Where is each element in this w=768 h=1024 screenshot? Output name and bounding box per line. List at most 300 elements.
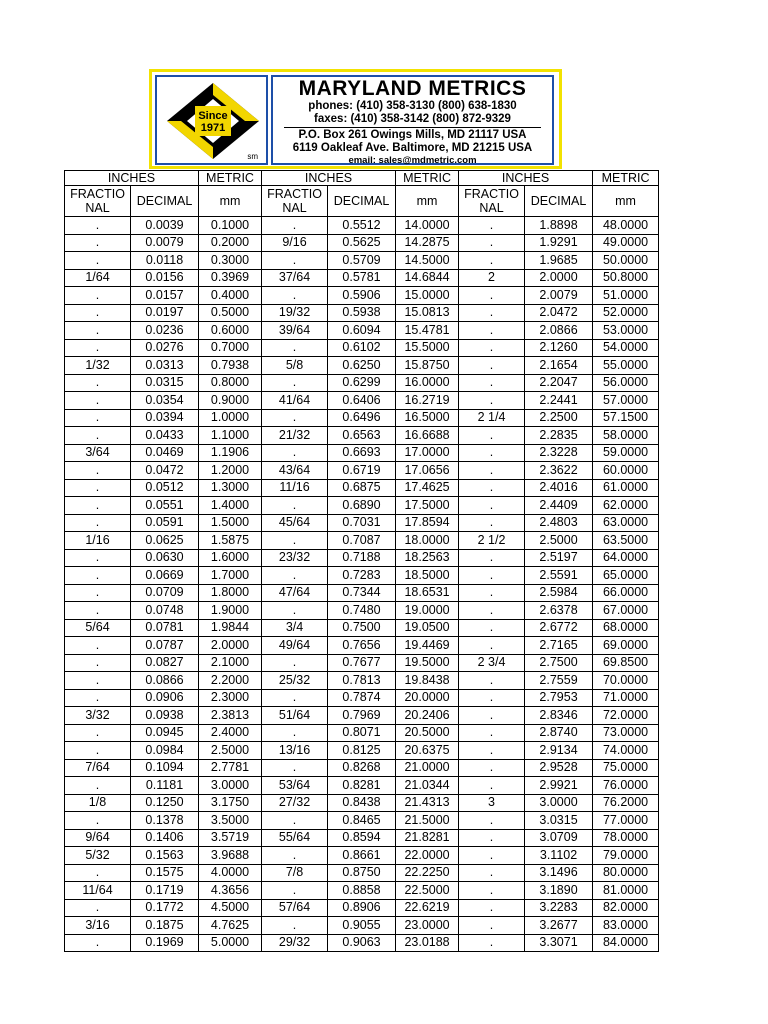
- table-row: [65, 514, 659, 532]
- table-cell: 2.2000: [199, 672, 262, 690]
- table-cell: 82.0000: [593, 899, 659, 917]
- table-row: [65, 637, 659, 655]
- table-cell: 0.6890: [328, 497, 396, 515]
- table-cell: 3/4: [262, 619, 328, 637]
- table-cell: 53.0000: [593, 322, 659, 340]
- table-cell: 3.3071: [525, 934, 593, 952]
- table-cell: 2.5984: [525, 584, 593, 602]
- table-cell: .: [65, 864, 131, 882]
- table-cell: 69.8500: [593, 654, 659, 672]
- table-cell: .: [459, 584, 525, 602]
- table-cell: 17.4625: [396, 479, 459, 497]
- table-cell: 3: [459, 794, 525, 812]
- table-cell: 14.2875: [396, 234, 459, 252]
- table-cell: .: [65, 637, 131, 655]
- table-row: [65, 707, 659, 725]
- divider: [284, 127, 541, 128]
- column-header: FRACTIO NAL: [65, 186, 131, 217]
- table-row: [65, 304, 659, 322]
- table-cell: 0.9055: [328, 917, 396, 935]
- column-header: mm: [396, 186, 459, 217]
- table-cell: .: [262, 374, 328, 392]
- table-cell: .: [459, 444, 525, 462]
- table-cell: 0.1406: [131, 829, 199, 847]
- table-cell: .: [262, 252, 328, 270]
- table-cell: 16.2719: [396, 392, 459, 410]
- table-cell: .: [65, 234, 131, 252]
- table-cell: 23/32: [262, 549, 328, 567]
- table-row: [65, 934, 659, 952]
- table-cell: 14.5000: [396, 252, 459, 270]
- table-cell: 2.5000: [199, 742, 262, 760]
- table-cell: 1.5875: [199, 532, 262, 550]
- table-cell: .: [65, 252, 131, 270]
- table-cell: 0.9000: [199, 392, 262, 410]
- table-cell: 15.4781: [396, 322, 459, 340]
- street-address: 6119 Oakleaf Ave. Baltimore, MD 21215 USA: [292, 142, 533, 154]
- table-cell: .: [262, 759, 328, 777]
- table-row: [65, 917, 659, 935]
- table-row: [65, 584, 659, 602]
- table-cell: 72.0000: [593, 707, 659, 725]
- table-cell: .: [459, 619, 525, 637]
- table-cell: 21.5000: [396, 812, 459, 830]
- table-cell: 9/16: [262, 234, 328, 252]
- group-header: INCHES: [262, 171, 396, 186]
- table-cell: 0.3000: [199, 252, 262, 270]
- table-cell: .: [459, 304, 525, 322]
- table-cell: 0.7656: [328, 637, 396, 655]
- table-cell: 78.0000: [593, 829, 659, 847]
- table-cell: 3.0000: [199, 777, 262, 795]
- table-cell: 0.0469: [131, 444, 199, 462]
- table-cell: 0.0118: [131, 252, 199, 270]
- table-cell: 15.0813: [396, 304, 459, 322]
- table-cell: 47/64: [262, 584, 328, 602]
- table-cell: 2.3622: [525, 462, 593, 480]
- table-cell: 11/64: [65, 882, 131, 900]
- table-cell: .: [65, 934, 131, 952]
- table-row: [65, 829, 659, 847]
- table-cell: 2.0000: [199, 637, 262, 655]
- table-cell: 0.4000: [199, 287, 262, 305]
- table-cell: 51.0000: [593, 287, 659, 305]
- table-cell: 2.0000: [525, 269, 593, 287]
- table-cell: 0.0313: [131, 357, 199, 375]
- table-cell: 2.4000: [199, 724, 262, 742]
- column-header: FRACTIO NAL: [262, 186, 328, 217]
- table-cell: 1.0000: [199, 409, 262, 427]
- table-cell: .: [459, 234, 525, 252]
- table-row: [65, 339, 659, 357]
- table-cell: 1.8000: [199, 584, 262, 602]
- table-cell: 0.8465: [328, 812, 396, 830]
- table-cell: .: [65, 374, 131, 392]
- table-cell: 0.0472: [131, 462, 199, 480]
- table-cell: 0.8438: [328, 794, 396, 812]
- table-cell: 0.7813: [328, 672, 396, 690]
- table-cell: 16.0000: [396, 374, 459, 392]
- table-cell: .: [459, 427, 525, 445]
- logo-since-text: Since: [198, 110, 228, 122]
- table-cell: 0.0315: [131, 374, 199, 392]
- table-cell: .: [459, 724, 525, 742]
- column-header: mm: [199, 186, 262, 217]
- table-cell: 0.0156: [131, 269, 199, 287]
- table-cell: 0.5709: [328, 252, 396, 270]
- table-cell: 1.9291: [525, 234, 593, 252]
- table-cell: 2.8346: [525, 707, 593, 725]
- table-row: [65, 532, 659, 550]
- table-row: [65, 322, 659, 340]
- table-cell: 5.0000: [199, 934, 262, 952]
- table-cell: 2.3228: [525, 444, 593, 462]
- table-cell: .: [459, 217, 525, 235]
- table-cell: .: [459, 374, 525, 392]
- table-cell: 0.1772: [131, 899, 199, 917]
- table-row: [65, 444, 659, 462]
- table-cell: 2.7781: [199, 759, 262, 777]
- group-header: METRIC: [396, 171, 459, 186]
- table-cell: 63.0000: [593, 514, 659, 532]
- table-cell: 5/8: [262, 357, 328, 375]
- table-cell: 2.0079: [525, 287, 593, 305]
- table-cell: 20.6375: [396, 742, 459, 760]
- table-row: [65, 549, 659, 567]
- table-cell: 19.8438: [396, 672, 459, 690]
- table-cell: 16.5000: [396, 409, 459, 427]
- table-row: [65, 724, 659, 742]
- table-cell: 0.0748: [131, 602, 199, 620]
- table-cell: 0.1719: [131, 882, 199, 900]
- table-cell: 0.7031: [328, 514, 396, 532]
- table-cell: 1.7000: [199, 567, 262, 585]
- table-cell: 3.1102: [525, 847, 593, 865]
- table-cell: 43/64: [262, 462, 328, 480]
- table-cell: 76.0000: [593, 777, 659, 795]
- table-cell: 0.0945: [131, 724, 199, 742]
- table-row: [65, 864, 659, 882]
- table-cell: 48.0000: [593, 217, 659, 235]
- table-cell: 66.0000: [593, 584, 659, 602]
- table-cell: .: [459, 602, 525, 620]
- table-cell: 0.7188: [328, 549, 396, 567]
- column-header: DECIMAL: [328, 186, 396, 217]
- table-cell: 0.6406: [328, 392, 396, 410]
- table-row: [65, 567, 659, 585]
- table-cell: 14.0000: [396, 217, 459, 235]
- table-cell: 0.8268: [328, 759, 396, 777]
- service-mark: sm: [247, 152, 258, 161]
- table-cell: 0.0827: [131, 654, 199, 672]
- table-cell: 64.0000: [593, 549, 659, 567]
- table-cell: 0.8594: [328, 829, 396, 847]
- table-cell: .: [459, 899, 525, 917]
- group-header: INCHES: [65, 171, 199, 186]
- table-cell: 63.5000: [593, 532, 659, 550]
- table-cell: 18.6531: [396, 584, 459, 602]
- table-cell: 0.3969: [199, 269, 262, 287]
- table-cell: 62.0000: [593, 497, 659, 515]
- table-cell: 0.0276: [131, 339, 199, 357]
- table-cell: 20.0000: [396, 689, 459, 707]
- table-cell: .: [65, 777, 131, 795]
- table-cell: .: [459, 689, 525, 707]
- table-cell: 84.0000: [593, 934, 659, 952]
- table-cell: 2.1654: [525, 357, 593, 375]
- table-cell: 0.6563: [328, 427, 396, 445]
- table-cell: 19.4469: [396, 637, 459, 655]
- table-cell: .: [459, 934, 525, 952]
- table-cell: 3.1496: [525, 864, 593, 882]
- table-cell: 0.8858: [328, 882, 396, 900]
- table-cell: 3.0000: [525, 794, 593, 812]
- table-cell: 21/32: [262, 427, 328, 445]
- table-cell: 0.6693: [328, 444, 396, 462]
- table-cell: 68.0000: [593, 619, 659, 637]
- table-cell: 0.5938: [328, 304, 396, 322]
- table-cell: .: [65, 672, 131, 690]
- table-cell: 55/64: [262, 829, 328, 847]
- table-cell: 19.0500: [396, 619, 459, 637]
- column-header: DECIMAL: [131, 186, 199, 217]
- table-cell: 0.0906: [131, 689, 199, 707]
- table-cell: .: [65, 304, 131, 322]
- table-cell: 0.5512: [328, 217, 396, 235]
- table-cell: 2 1/2: [459, 532, 525, 550]
- table-cell: .: [262, 847, 328, 865]
- table-cell: 0.0781: [131, 619, 199, 637]
- table-cell: 1/8: [65, 794, 131, 812]
- table-row: [65, 409, 659, 427]
- table-cell: 0.5000: [199, 304, 262, 322]
- table-cell: 65.0000: [593, 567, 659, 585]
- table-cell: .: [65, 549, 131, 567]
- table-cell: .: [65, 899, 131, 917]
- table-cell: 2.5197: [525, 549, 593, 567]
- table-cell: .: [65, 392, 131, 410]
- table-cell: 0.1575: [131, 864, 199, 882]
- table-cell: 5/64: [65, 619, 131, 637]
- table-cell: 1.9685: [525, 252, 593, 270]
- table-cell: .: [459, 392, 525, 410]
- table-cell: 49.0000: [593, 234, 659, 252]
- table-cell: 1.3000: [199, 479, 262, 497]
- table-cell: .: [459, 707, 525, 725]
- table-cell: .: [262, 812, 328, 830]
- table-cell: 0.1875: [131, 917, 199, 935]
- table-cell: 2.3813: [199, 707, 262, 725]
- table-cell: 0.5906: [328, 287, 396, 305]
- table-row: [65, 497, 659, 515]
- table-cell: 4.0000: [199, 864, 262, 882]
- table-row: [65, 269, 659, 287]
- company-info: [271, 75, 554, 165]
- table-cell: .: [459, 847, 525, 865]
- table-cell: 21.4313: [396, 794, 459, 812]
- table-row: [65, 882, 659, 900]
- table-cell: 41/64: [262, 392, 328, 410]
- table-cell: .: [262, 654, 328, 672]
- table-cell: 19.0000: [396, 602, 459, 620]
- table-cell: 73.0000: [593, 724, 659, 742]
- table-cell: .: [65, 287, 131, 305]
- table-row: [65, 899, 659, 917]
- table-cell: 1.5000: [199, 514, 262, 532]
- table-cell: 0.7283: [328, 567, 396, 585]
- table-row: [65, 252, 659, 270]
- table-cell: .: [65, 322, 131, 340]
- table-cell: 0.6719: [328, 462, 396, 480]
- table-cell: 0.7969: [328, 707, 396, 725]
- table-cell: .: [262, 567, 328, 585]
- table-cell: 15.0000: [396, 287, 459, 305]
- table-cell: 2.7953: [525, 689, 593, 707]
- table-cell: .: [65, 479, 131, 497]
- table-cell: 3.2677: [525, 917, 593, 935]
- table-cell: 3.5719: [199, 829, 262, 847]
- table-cell: .: [262, 217, 328, 235]
- table-cell: .: [459, 637, 525, 655]
- table-cell: .: [65, 339, 131, 357]
- table-cell: 9/64: [65, 829, 131, 847]
- table-cell: 0.0625: [131, 532, 199, 550]
- table-cell: .: [65, 217, 131, 235]
- table-cell: .: [262, 602, 328, 620]
- table-cell: 75.0000: [593, 759, 659, 777]
- table-cell: 22.2250: [396, 864, 459, 882]
- table-cell: 0.6094: [328, 322, 396, 340]
- table-cell: 49/64: [262, 637, 328, 655]
- table-cell: 3/32: [65, 707, 131, 725]
- table-cell: 1.9844: [199, 619, 262, 637]
- table-cell: 1.1000: [199, 427, 262, 445]
- table-cell: 13/16: [262, 742, 328, 760]
- table-cell: .: [65, 742, 131, 760]
- table-cell: 0.0669: [131, 567, 199, 585]
- table-cell: 0.1563: [131, 847, 199, 865]
- table-cell: 76.2000: [593, 794, 659, 812]
- table-cell: 39/64: [262, 322, 328, 340]
- table-cell: 2.5591: [525, 567, 593, 585]
- table-row: [65, 689, 659, 707]
- table-cell: 18.2563: [396, 549, 459, 567]
- table-cell: 22.0000: [396, 847, 459, 865]
- table-cell: 3.1750: [199, 794, 262, 812]
- table-cell: 0.0157: [131, 287, 199, 305]
- table-cell: .: [65, 654, 131, 672]
- company-name: MARYLAND METRICS: [298, 77, 527, 100]
- column-header: mm: [593, 186, 659, 217]
- table-cell: 0.0394: [131, 409, 199, 427]
- table-cell: 0.5625: [328, 234, 396, 252]
- po-box-address: P.O. Box 261 Owings Mills, MD 21117 USA: [298, 129, 527, 141]
- table-row: [65, 619, 659, 637]
- table-cell: 4.5000: [199, 899, 262, 917]
- table-row: [65, 777, 659, 795]
- table-cell: 2.3000: [199, 689, 262, 707]
- table-cell: 0.7677: [328, 654, 396, 672]
- table-cell: 4.7625: [199, 917, 262, 935]
- table-cell: 52.0000: [593, 304, 659, 322]
- table-cell: 15.8750: [396, 357, 459, 375]
- table-cell: 1.8898: [525, 217, 593, 235]
- table-cell: .: [459, 829, 525, 847]
- table-row: [65, 742, 659, 760]
- table-cell: 25/32: [262, 672, 328, 690]
- table-cell: 1/64: [65, 269, 131, 287]
- company-banner: [149, 69, 562, 169]
- table-cell: 3.9688: [199, 847, 262, 865]
- table-cell: 22.6219: [396, 899, 459, 917]
- phone-numbers: phones: (410) 358-3130 (800) 638-1830: [308, 100, 517, 112]
- table-cell: .: [459, 497, 525, 515]
- column-header-row: [65, 186, 659, 217]
- table-cell: 14.6844: [396, 269, 459, 287]
- table-cell: 2.1000: [199, 654, 262, 672]
- table-cell: 60.0000: [593, 462, 659, 480]
- table-cell: 3.2283: [525, 899, 593, 917]
- table-cell: 0.8906: [328, 899, 396, 917]
- column-header: FRACTIO NAL: [459, 186, 525, 217]
- group-header: METRIC: [199, 171, 262, 186]
- table-cell: 57.0000: [593, 392, 659, 410]
- table-cell: 57/64: [262, 899, 328, 917]
- table-cell: 1/16: [65, 532, 131, 550]
- table-cell: 18.5000: [396, 567, 459, 585]
- table-cell: 0.6496: [328, 409, 396, 427]
- table-cell: 0.0591: [131, 514, 199, 532]
- table-cell: 0.6000: [199, 322, 262, 340]
- table-row: [65, 427, 659, 445]
- table-cell: 54.0000: [593, 339, 659, 357]
- table-cell: .: [262, 882, 328, 900]
- table-cell: 0.8000: [199, 374, 262, 392]
- table-cell: 7/64: [65, 759, 131, 777]
- table-cell: 0.1000: [199, 217, 262, 235]
- logo-year-text: 1971: [200, 122, 226, 134]
- table-cell: 3.0315: [525, 812, 593, 830]
- table-cell: 2.0866: [525, 322, 593, 340]
- table-cell: .: [459, 339, 525, 357]
- table-cell: 3.5000: [199, 812, 262, 830]
- table-cell: 16.6688: [396, 427, 459, 445]
- table-row: [65, 654, 659, 672]
- table-cell: 2: [459, 269, 525, 287]
- table-cell: 2 3/4: [459, 654, 525, 672]
- table-cell: 3.0709: [525, 829, 593, 847]
- conversion-table: [64, 170, 659, 952]
- group-header: METRIC: [593, 171, 659, 186]
- table-cell: 27/32: [262, 794, 328, 812]
- table-cell: .: [65, 812, 131, 830]
- table-cell: 0.7500: [328, 619, 396, 637]
- table-cell: 1.1906: [199, 444, 262, 462]
- table-cell: 1.6000: [199, 549, 262, 567]
- table-cell: 0.0197: [131, 304, 199, 322]
- table-cell: .: [262, 287, 328, 305]
- table-cell: .: [65, 584, 131, 602]
- table-row: [65, 602, 659, 620]
- table-cell: 0.0938: [131, 707, 199, 725]
- table-cell: 2.2047: [525, 374, 593, 392]
- table-cell: 0.1969: [131, 934, 199, 952]
- table-cell: 22.5000: [396, 882, 459, 900]
- table-cell: 57.1500: [593, 409, 659, 427]
- table-cell: 2.4016: [525, 479, 593, 497]
- table-cell: 81.0000: [593, 882, 659, 900]
- table-cell: 55.0000: [593, 357, 659, 375]
